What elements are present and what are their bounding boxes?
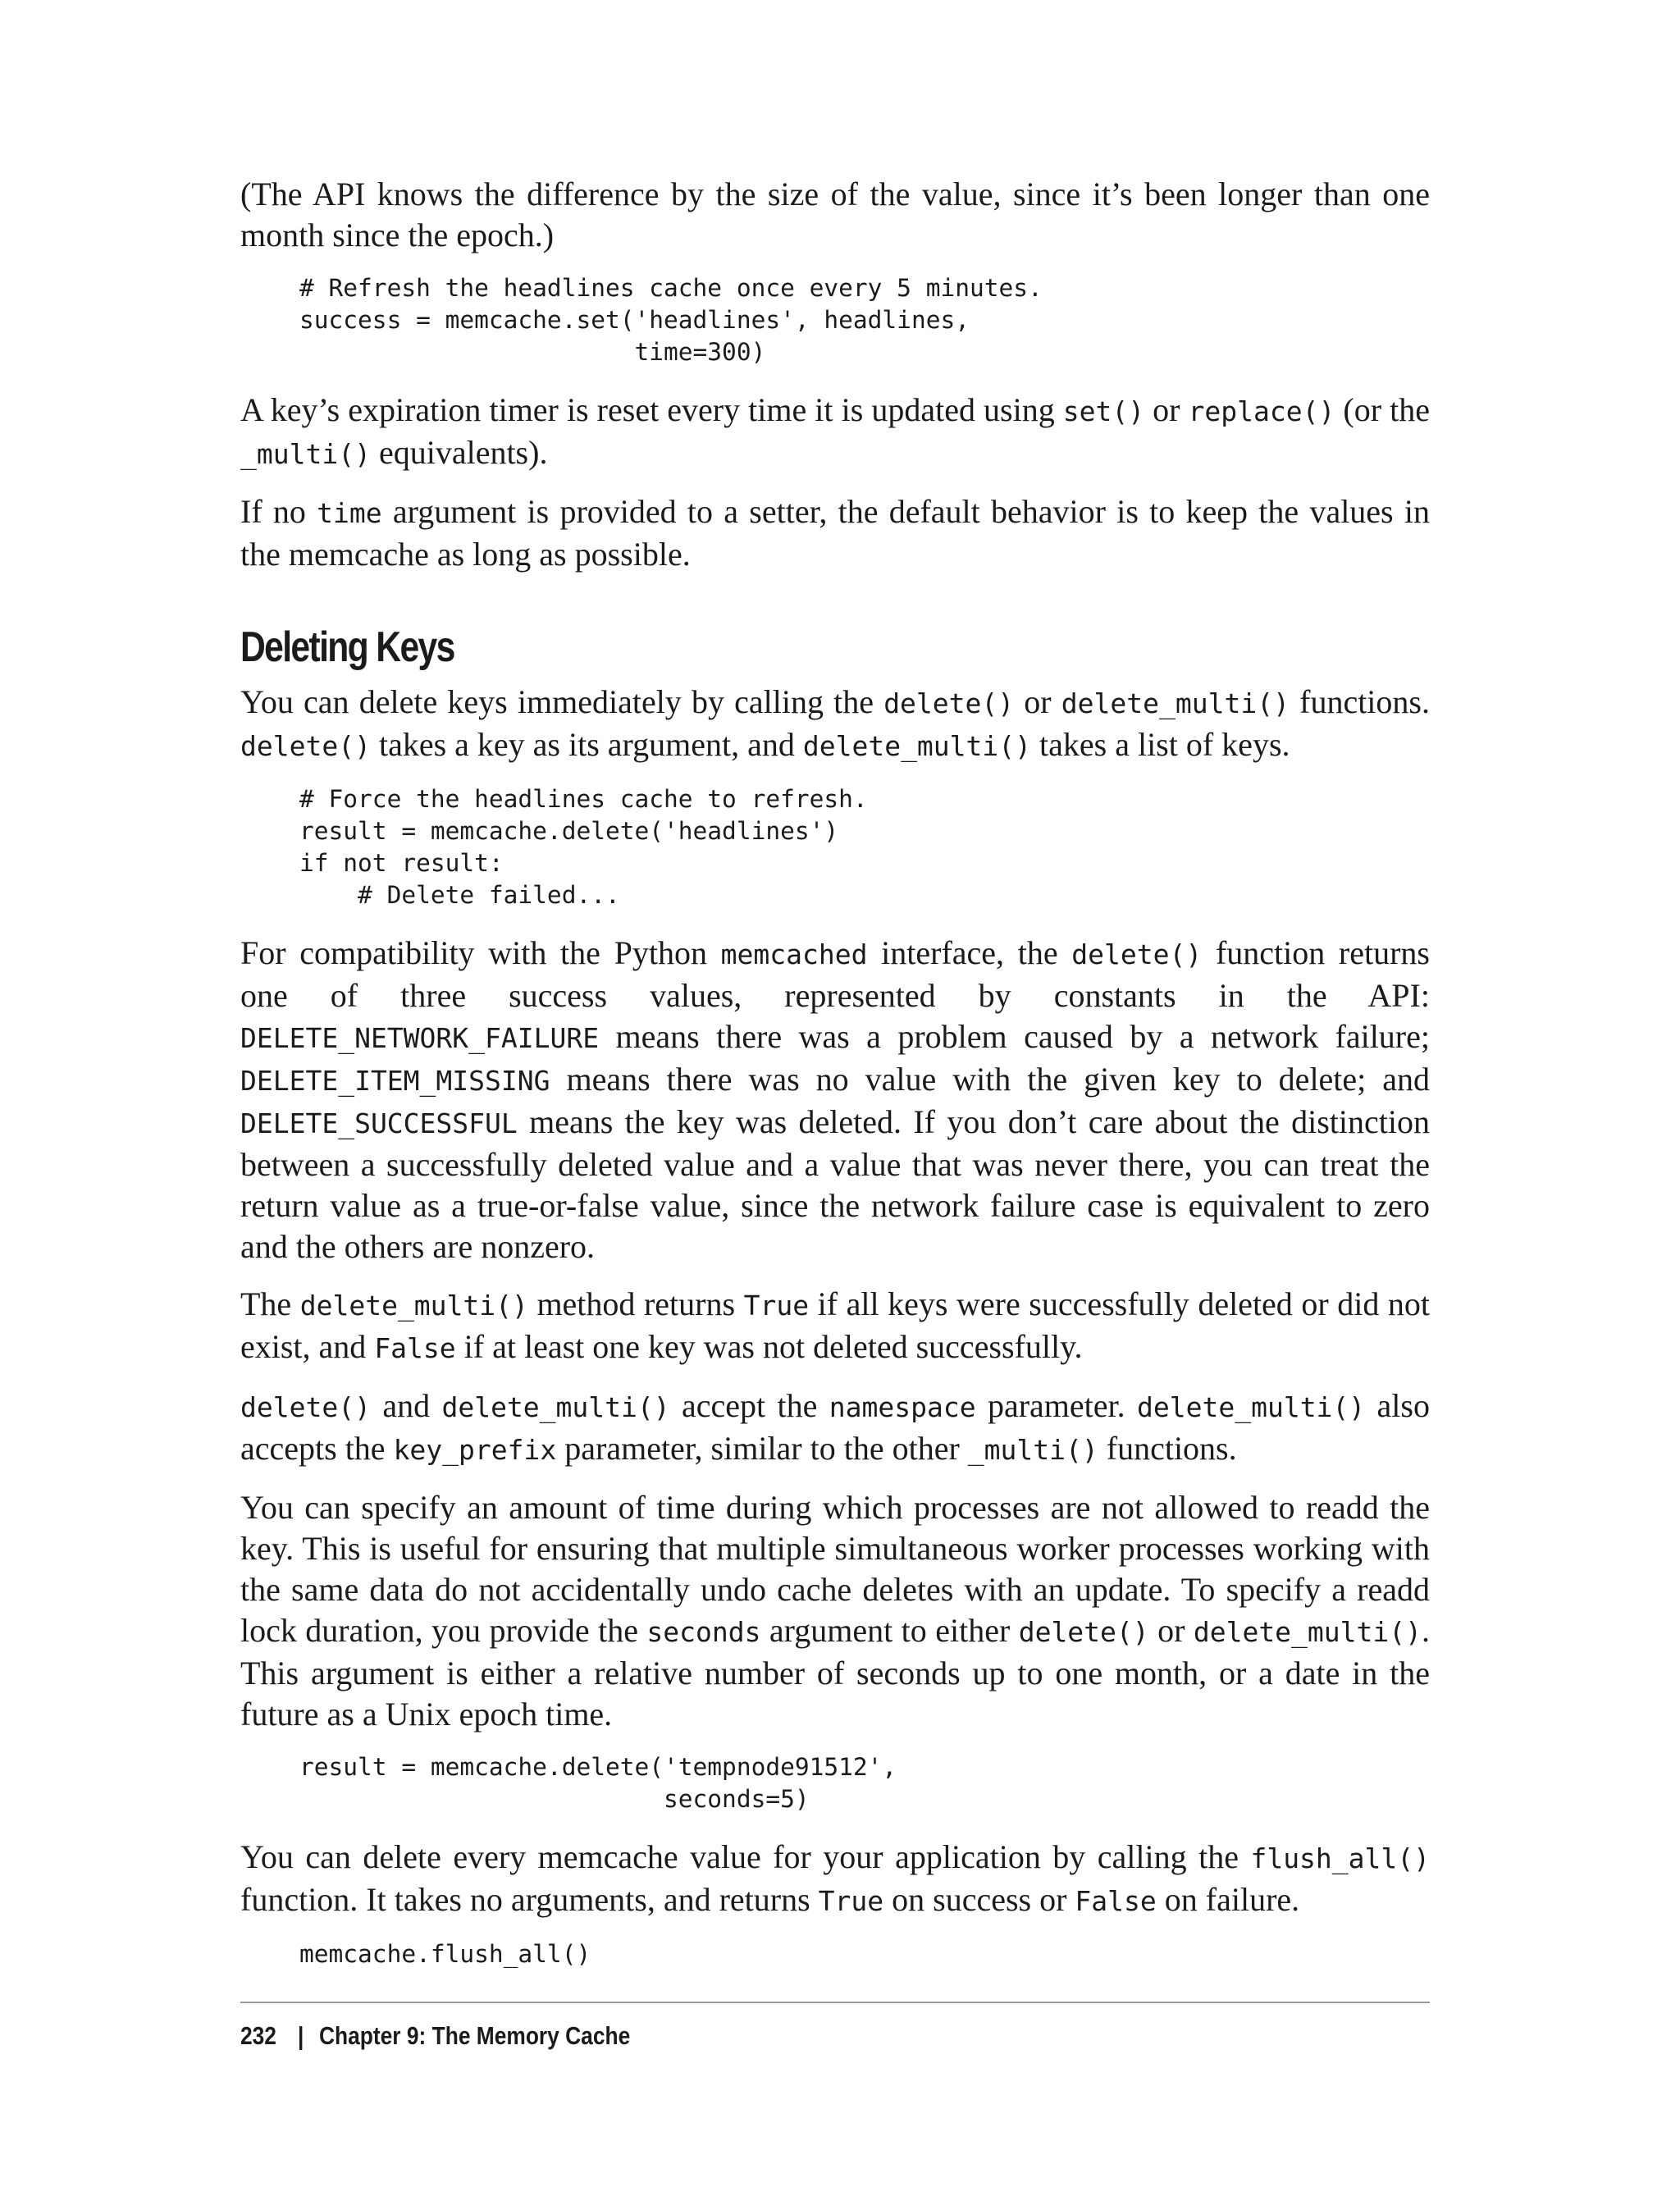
code-line: success = memcache.set('headlines', headlines, xyxy=(299,306,970,334)
chapter-title: Chapter 9: The Memory Cache xyxy=(319,2021,631,2050)
code-line: seconds=5) xyxy=(299,1785,810,1813)
paragraph-delete-intro: You can delete keys immediately by calling the delete() or delete_multi() functions. delete() takes a key as its argument, and delete_multi() takes a list of keys. xyxy=(240,683,1430,763)
code-line: memcache.flush_all() xyxy=(299,1940,591,1968)
inline-code: delete_multi() xyxy=(1193,1616,1422,1648)
page-footer xyxy=(240,2002,1430,2051)
inline-code: set() xyxy=(1062,395,1145,427)
inline-code: delete() xyxy=(1071,938,1203,970)
inline-code: delete_multi() xyxy=(441,1391,670,1423)
inline-code: False xyxy=(1075,1885,1157,1917)
page-content xyxy=(240,174,1430,1992)
code-line: if not result: xyxy=(299,849,504,877)
inline-code: time xyxy=(317,497,382,529)
code-line: # Delete failed... xyxy=(299,881,620,909)
paragraph-flush-all: You can delete every memcache value for your application by calling the flush_all() function. It takes no arguments, and returns True on success or False on failure. xyxy=(240,1838,1430,1918)
inline-code: delete() xyxy=(1018,1616,1149,1648)
inline-code: memcached xyxy=(720,938,868,970)
code-block-refresh-headlines xyxy=(299,272,1430,368)
inline-code: _multi() xyxy=(240,438,371,470)
inline-code: delete() xyxy=(240,730,371,762)
footer-separator: | xyxy=(297,2021,304,2050)
page-number: 232 xyxy=(240,2021,276,2050)
paragraph-compatibility: For compatibility with the Python memcached interface, the delete() function returns one of three success values, represented by constants in the API: DELETE_NETWORK_FAILURE means there was a problem caused by a network failure; DELETE_ITEM_MISSING means there was no value with the given key to delete; and DELETE_SUCCESSFUL means the key was deleted. If you don’t care about the distinction between a successfully deleted value and a value that was never there, you can treat the return value as a true-or-false value, since the network failure case is equivalent to zero and the others are nonzero. xyxy=(240,934,1431,1265)
code-line: result = memcache.delete('headlines') xyxy=(299,817,839,845)
inline-code: seconds xyxy=(646,1616,761,1648)
inline-code: delete_multi() xyxy=(299,1290,528,1322)
code-line: # Force the headlines cache to refresh. xyxy=(299,785,868,813)
code-block-flush-all xyxy=(299,1938,1430,1970)
inline-code: namespace xyxy=(829,1391,976,1423)
paragraph-namespace: delete() and delete_multi() accept the namespace parameter. delete_multi() also accepts the key_prefix parameter, similar to the other _multi() functions. xyxy=(240,1387,1430,1467)
inline-code: delete_multi() xyxy=(1061,687,1290,719)
paragraph-expiration-timer: A key’s expiration timer is reset every time it is updated using set() or replace() (or the _multi() equivalents). xyxy=(240,391,1430,471)
inline-code: delete() xyxy=(240,1391,371,1423)
inline-code: True xyxy=(743,1290,810,1322)
paragraph-delete-multi-returns: The delete_multi() method returns True if all keys were successfully deleted or did not exist, and False if at least one key was not deleted successfully. xyxy=(240,1285,1430,1365)
inline-code: _multi() xyxy=(967,1434,1098,1466)
inline-code: False xyxy=(374,1332,456,1364)
inline-code: delete() xyxy=(883,687,1015,719)
inline-code: replace() xyxy=(1188,395,1335,427)
inline-code: True xyxy=(818,1885,884,1917)
inline-code: delete_multi() xyxy=(802,730,1032,762)
code-block-delete-seconds xyxy=(299,1751,1430,1815)
code-block-force-refresh xyxy=(299,783,1430,911)
inline-code: delete_multi() xyxy=(1137,1391,1366,1423)
section-heading: Deleting Keys xyxy=(240,623,454,671)
inline-code: DELETE_ITEM_MISSING xyxy=(240,1065,550,1097)
paragraph-no-time-argument: If no time argument is provided to a setter, the default behavior is to keep the values in the memcache as long as possible. xyxy=(240,493,1431,573)
inline-code: DELETE_SUCCESSFUL xyxy=(240,1107,518,1139)
paragraph-readd-lock: You can specify an amount of time during which processes are not allowed to readd the key. This is useful for ensuring that multiple simultaneous worker processes working with the same data do not accidentally undo cache deletes with an update. To specify a readd lock duration, you provide the seconds argument to either delete() or delete_multi(). This argument is either a relative number of seconds up to one month, or a date in the future as a Unix epoch time. xyxy=(240,1489,1430,1732)
inline-code: DELETE_NETWORK_FAILURE xyxy=(240,1022,600,1054)
inline-code: flush_all() xyxy=(1250,1842,1430,1874)
paragraph-api-difference: (The API knows the difference by the size of the value, since it’s been longer than one month since the epoch.) xyxy=(240,176,1430,253)
code-line: time=300) xyxy=(299,338,766,366)
inline-code: key_prefix xyxy=(393,1434,557,1466)
code-line: result = memcache.delete('tempnode91512', xyxy=(299,1753,897,1781)
code-line: # Refresh the headlines cache once every 5 minutes. xyxy=(299,274,1043,302)
